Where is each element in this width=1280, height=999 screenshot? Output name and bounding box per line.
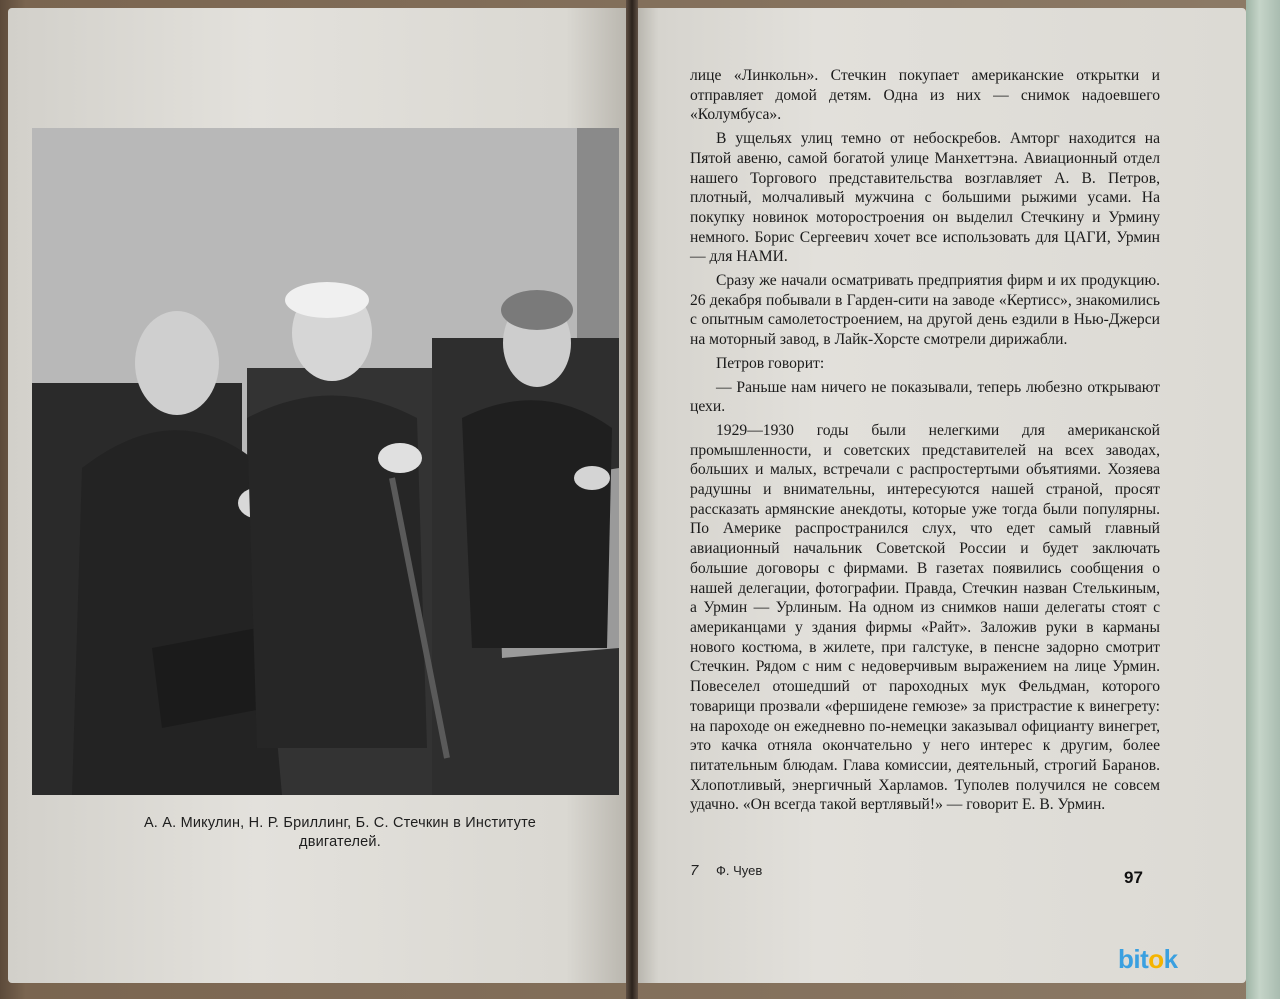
signature-number: 7 [690,862,699,879]
paragraph: Сразу же начали осматривать предприятия фирм и их продукцию. 26 декабря побывали в Гарден-сити на заводе «Кертисс», знакомились с опытным самолетостроением, на другой день ездили в Нью-Джерси на моторный завод, в Лайк-Хорсте смотрели дирижабли. [690,272,1160,349]
cover-edge [1246,0,1280,999]
bitok-logo-icon: bitok [1118,944,1178,974]
paragraph: 1929—1930 годы были нелегкими для американской промышленности, и советских представителей на всех заводах, больших и малых, встречали с распростертыми объятиями. Хозяева радушны и внимательны, интересуются нашей страной, просят рассказать армянские анекдоты, которые уже тогда были популярны. По Америке распространился слух, что едет самый главный авиационный начальник Советской России и будет заключать большие договоры с фирмами. В газетах появились сообщения о нашей делегации, фотографии. Правда, Стечкин назван Стелькиным, а Урмин — Урлиным. На одном из снимков наши делегаты стоят с американцами у здания фирмы «Райт». Заложив руки в карманы нового костюма, в жилете, при галстуке, в пенсне задорно смотрит Стечкин. Рядом с ним с недоверчивым выражением на лице Урмин. Повеселел отошедший от пароходных мук Фельдман, которого товарищи прозвали «фершидене гемюзе» за пристрастие к винегрету: на пароходе он ежедневно по-немецки заказывал официанту винегрет, это качка отняла окончательно у него интерес к другим, более питательным блюдам. Глава комиссии, деятельный, строгий Баранов. Хлопотливый, энергичный Харламов. Туполев получился не совсем удачно. «Он всегда такой вертлявый!» — говорит Е. В. Урмин. [690,421,1160,814]
photo-illustration [32,128,619,795]
photo-caption: А. А. Микулин, Н. Р. Бриллинг, Б. С. Стечкин в Институте двигателей. [143,815,537,850]
paragraph: В ущельях улиц темно от небоскребов. Амторг находится на Пятой авеню, самой богатой улице Манхеттэна. Авиационный отдел нашего Торгового представительства возглавляет А. В. Петров, плотный, молчаливый мужчина с большими рыжими усами. На покупку новинок моторостроения он выделил Стечкину и Урмину немного. Борис Сергеевич хочет все использовать для ЦАГИ, Урмин — для НАМИ. [690,130,1160,266]
signature-author: Ф. Чуев [715,863,763,878]
book-gutter [626,0,638,999]
page-number: 97 [1124,868,1143,887]
signature-mark [690,862,762,879]
photograph-three-men [32,128,619,795]
paragraph: Петров говорит: [716,354,825,372]
paragraph: — Раньше нам ничего не показывали, теперь любезно открывают цехи. [690,378,1160,416]
body-text [690,66,1160,819]
paragraph: лице «Линкольн». Стечкин покупает американские открытки и отправляет домой детям. Одна из них — снимок надоевшего «Колумбуса». [690,67,1160,124]
